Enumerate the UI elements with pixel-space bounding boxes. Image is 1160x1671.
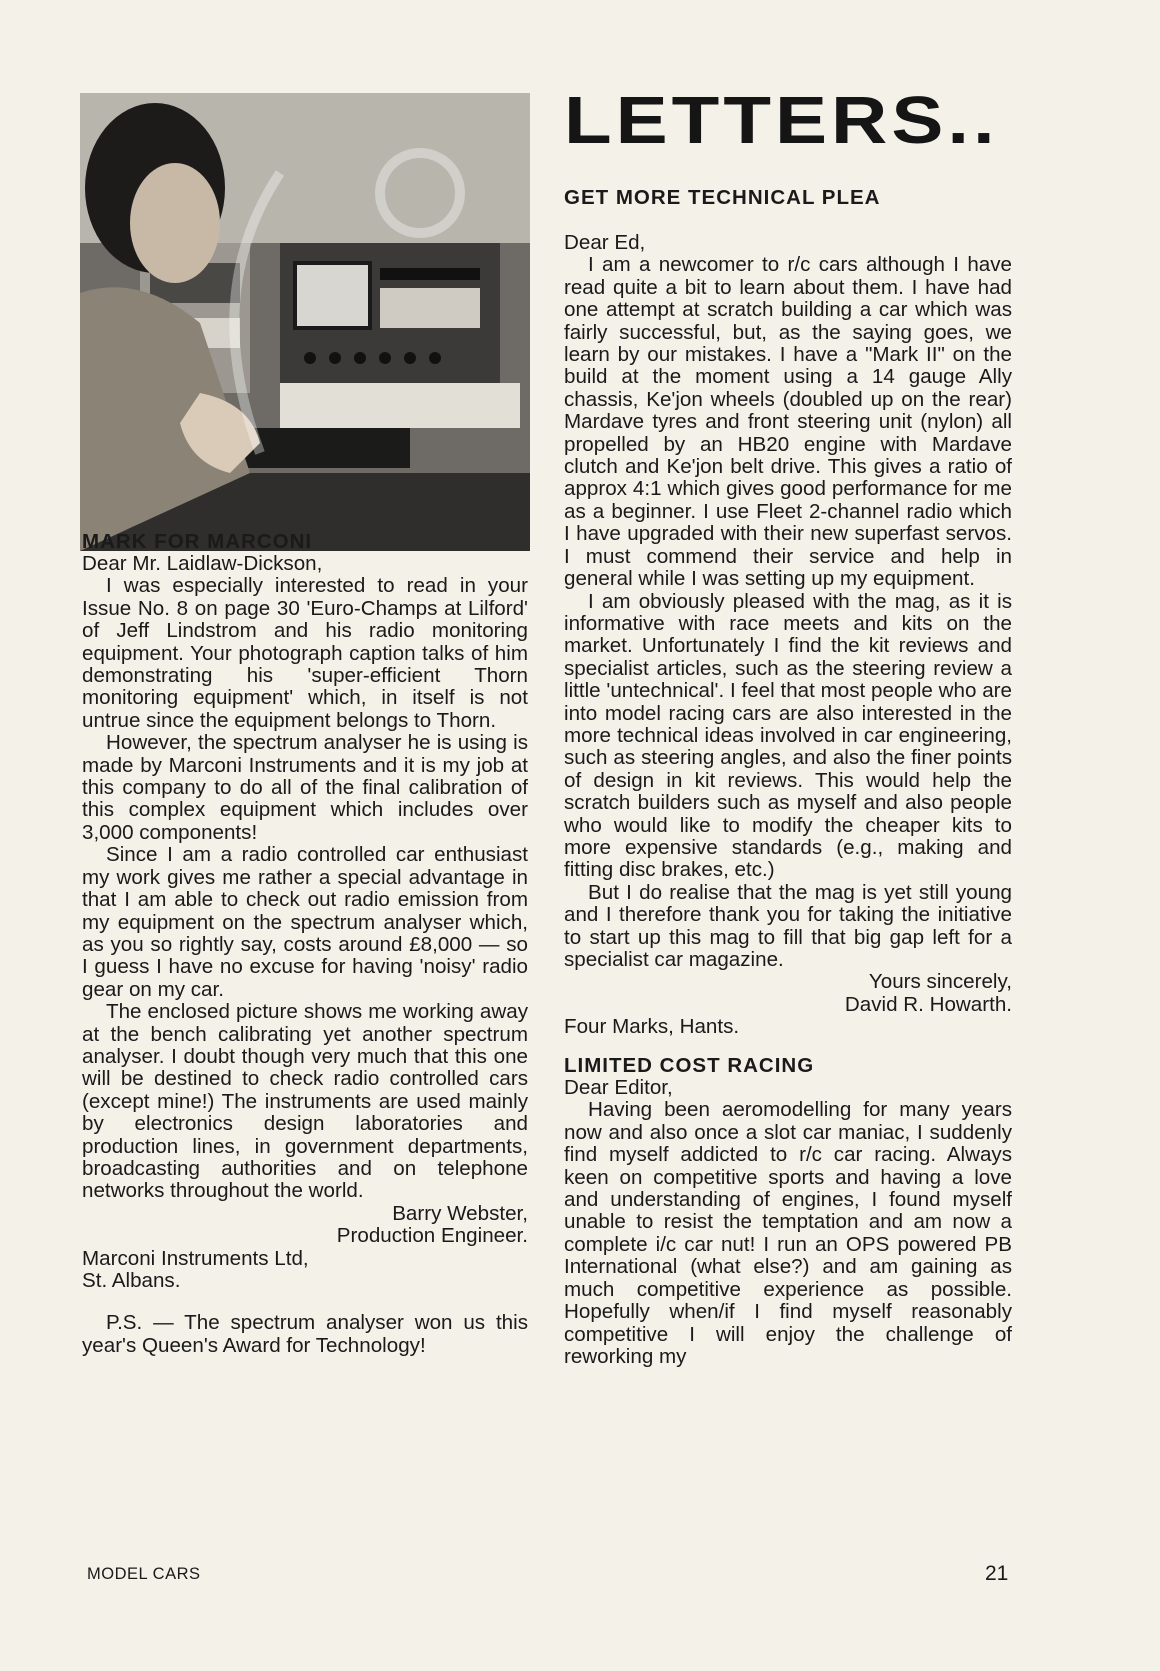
- page-headline: LETTERS..: [564, 81, 999, 158]
- letter1-paragraph: The enclosed picture shows me working away at the bench calibrating yet another spectrum analyser. I doubt though very much that this one will be destined to check radio controlled cars (except mine!) The instruments are used mainly by electronics design laboratories and production lines, in government departments, broadcasting authorities and on telephone networks throughout the world.: [82, 1000, 528, 1203]
- letter2-paragraph: But I do realise that the mag is yet still young and I therefore thank you for taking the initiative to start up this mag to fill that big gap left for a specialist car magazine.: [564, 880, 1012, 971]
- engineer-photo: [80, 93, 530, 551]
- footer-magazine-name: MODEL CARS: [87, 1565, 201, 1583]
- letter1-postscript: P.S. — The spectrum analyser won us this year's Queen's Award for Technology!: [82, 1311, 528, 1357]
- letter3-title: LIMITED COST RACING: [564, 1053, 815, 1077]
- letter1-address-line: St. Albans.: [82, 1269, 181, 1292]
- letter1-paragraph: I was especially interested to read in your Issue No. 8 on page 30 'Euro-Champs at Lilford' of Jeff Lindstrom and his radio monitoring equipment. Your photograph caption talks of him demonstrating his 'super-efficient Thorn monitoring equipment' which, in itself is not untrue since the equipment belongs to Thorn.: [82, 574, 528, 732]
- letter2-title: GET MORE TECHNICAL PLEA: [564, 186, 881, 209]
- photo-illustration: [80, 93, 530, 551]
- letter3-salutation: Dear Editor,: [564, 1076, 673, 1100]
- letter1-salutation: Dear Mr. Laidlaw-Dickson,: [82, 552, 323, 575]
- letter2-paragraph: I am a newcomer to r/c cars although I have read quite a bit to learn about them. I have had one attempt at scratch building a car which was fairly successful, but, as the saying goes, we learn by our mistakes. I have a "Mark II" on the build at the moment using a 14 gauge Ally chassis, Ke'jon wheels (doubled up on the rear) Mardave tyres and front steering unit (nylon) all propelled by an HB20 engine with Mardave clutch and Ke'jon belt drive. This gives a ratio of approx 4:1 which gives good performance for me as a beginner. I use Fleet 2-channel radio which I have upgraded with their new superfast servos. I must commend their service and help in general while I was setting up my equipment.: [564, 253, 1012, 591]
- letter2-closing: Yours sincerely,: [868, 970, 1012, 994]
- letter1-signature-title: Production Engineer.: [336, 1224, 528, 1248]
- letter2-address: Four Marks, Hants.: [564, 1015, 740, 1039]
- letter1-signature-name: Barry Webster,: [392, 1201, 528, 1225]
- letter2-signature-name: David R. Howarth.: [844, 992, 1012, 1016]
- letter1-body: [82, 553, 528, 1357]
- letter1-title: MARK FOR MARCONI: [82, 530, 313, 553]
- letter1-address-line: Marconi Instruments Ltd,: [82, 1246, 309, 1270]
- letter2-paragraph: I am obviously pleased with the mag, as it is informative with race meets and kits on the market. Unfortunately I find the kit reviews and specialist articles, such as the steering review a little 'untechnical'. I feel that most people who are into model racing cars are also interested in the more technical ideas involved in car engineering, such as steering angles, and also the finer points of design in kit reviews. This would help the scratch builders such as myself and also people who would like to modify the cheaper kits to more expensive standards (e.g., making and fitting disc brakes, etc.): [564, 589, 1012, 882]
- letter1-paragraph: Since I am a radio controlled car enthusiast my work gives me rather a special advantage in that I am able to check out radio emission from my equipment on the spectrum analyser which, as you so rightly say, costs around £8,000 — so I guess I have no excuse for having 'noisy' radio gear on my car.: [82, 843, 528, 1001]
- letter1-paragraph: However, the spectrum analyser he is using is made by Marconi Instruments and it is my job at this company to do all of the final calibration of this complex equipment which includes over 3,000 components!: [82, 731, 528, 844]
- letter2-salutation: Dear Ed,: [564, 231, 646, 254]
- footer-page-number: 21: [985, 1562, 1009, 1585]
- letter2-body: [564, 232, 1012, 1368]
- letter3-paragraph: Having been aeromodelling for many years now and also once a slot car maniac, I suddenly find myself addicted to r/c car racing. Always keen on competitive sports and having a love and understanding of engines, I found myself unable to resist the temptation and am now a complete i/c car nut! I run an OPS powered PB International (what else?) and am gaining as much competitive experience as possible. Hopefully when/if I find myself reasonably competitive I will enjoy the challenge of reworking my: [564, 1098, 1012, 1368]
